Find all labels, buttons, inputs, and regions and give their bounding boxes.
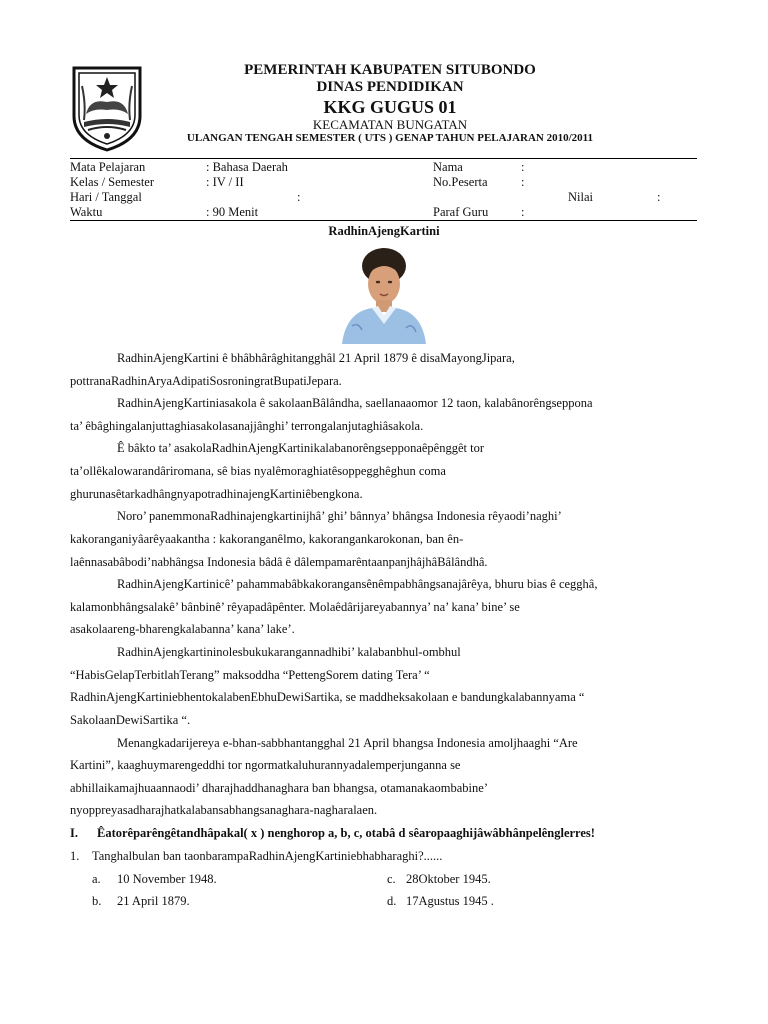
text-line: kalamonbhângsalakê’ bânbinê’ rêyapadâpênter. Molaêdârijareyabannya’ na’ kana’ bine’ se: [70, 600, 520, 614]
text-line: pottranaRadhinAryaAdipatiSosroningratBupatiJepara.: [70, 374, 342, 388]
option-d-letter: d.: [387, 894, 397, 908]
header-kkg: KKG GUGUS 01: [323, 97, 457, 117]
header-district: KECAMATAN BUNGATAN: [312, 117, 468, 132]
label-class: Kelas / Semester: [70, 175, 155, 189]
option-d-text: 17Agustus 1945 .: [406, 894, 494, 908]
value-teacher-signature: :: [521, 205, 525, 219]
label-score: Nilai: [568, 190, 593, 204]
value-class: : IV / II: [206, 175, 244, 189]
value-subject: : Bahasa Daerah: [206, 160, 288, 174]
option-b-text: 21 April 1879.: [117, 894, 190, 908]
label-teacher-signature: Paraf Guru: [433, 205, 489, 219]
text-line: asakolaareng-bharengkalabanna’ kana’ lake’.: [70, 622, 295, 636]
option-a-text: 10 November 1948.: [117, 872, 217, 886]
text-line: SakolaanDewiSartika “.: [70, 713, 191, 727]
label-name: Nama: [433, 160, 463, 174]
value-score: :: [657, 190, 661, 204]
text-line: laênnasabâbodi’nabhângsa Indonesia bâdâ ê dâlempamarêntaanpanjhâjhâBâlândhâ.: [70, 555, 488, 569]
text-line: kakoranganiyâarêyaakantha : kakoranganêlmo, kakorangankarokonan, ban ên-: [70, 532, 464, 546]
option-a-letter: a.: [92, 872, 101, 886]
text-line: ta’ êbâghingalanjuttaghiasakolasanajjânghi’ terrongalanjutaghiâsakola.: [70, 419, 424, 433]
text-line: nyoppreyasadharajhatkalabansabhangsanaghara-nagharalaen.: [70, 803, 378, 817]
header-divider: [70, 158, 697, 159]
text-line: RadhinAjengKartini ê bhâbhârâghitangghâl 21 April 1879 ê disaMayongJipara,: [117, 351, 515, 365]
value-day-date: :: [297, 190, 301, 204]
value-name: :: [521, 160, 525, 174]
option-c-letter: c.: [387, 872, 396, 886]
text-line: RadhinAjengkartininolesbukukarangannadhibi’ kalabanbhul-ombhul: [117, 645, 461, 659]
question-text: Tanghalbulan ban taonbarampaRadhinAjengKartiniebhabharaghi?......: [92, 849, 443, 863]
text-line: Ê bâkto ta’ asakolaRadhinAjengKartinikalabanorêngsepponaêpênggêt tor: [117, 441, 484, 455]
text-line: Menangkadarijereya e-bhan-sabbhantangghal 21 April bhangsa Indonesia amoljhaaghi “Are: [117, 736, 578, 750]
header-government: PEMERINTAH KABUPATEN SITUBONDO: [244, 62, 536, 78]
text-line: Kartini”, kaaghuymarengeddhi tor ngormatkaluhurannyadalemperjunganna se: [70, 758, 461, 772]
label-day-date: Hari / Tanggal: [70, 190, 142, 204]
label-participant-number: No.Peserta: [433, 175, 488, 189]
text-line: abhillaikamajhuaannaodi’ dharajhaddhanaghara ban bhangsa, otamanakaombabine’: [70, 781, 488, 795]
header-exam-title: ULANGAN TENGAH SEMESTER ( UTS ) GENAP TAHUN PELAJARAN 2010/2011: [186, 132, 594, 144]
text-line: RadhinAjengKartinicê’ pahammabâbkakorangansênêmpabhângsanajârêya, bhuru bias ê cegghâ,: [117, 577, 598, 591]
option-c-text: 28Oktober 1945.: [406, 872, 491, 886]
question-number: 1.: [70, 849, 80, 863]
option-b-letter: b.: [92, 894, 102, 908]
value-time: : 90 Menit: [206, 205, 259, 219]
kartini-portrait-image: [338, 244, 430, 344]
label-subject: Mata Pelajaran: [70, 160, 146, 174]
reading-title: RadhinAjengKartini: [328, 224, 440, 238]
instruction-number: I.: [70, 826, 78, 840]
label-time: Waktu: [70, 205, 103, 219]
text-line: ghurunasêtarkadhângnyapotradhinajengKartiniêbengkona.: [70, 487, 363, 501]
text-line: “HabisGelapTerbitlahTerang” maksoddha “PettengSorem dating Tera’ “: [70, 668, 430, 682]
text-line: ta’ollêkalowarandâriromana, sê bias nyalêmoraghiatêsoppegghêghun coma: [70, 464, 446, 478]
text-line: Noro’ panemmonaRadhinajengkartinijhâ’ ghi’ bânnya’ bhângsa Indonesia rêyaodi’naghi’: [117, 509, 562, 523]
text-line: RadhinAjengKartiniasakola ê sakolaanBâlândha, saellanaaomor 12 taon, kalabânorêngseppona: [117, 396, 593, 410]
text-line: RadhinAjengKartiniebhentokalabenEbhuDewiSartika, se maddheksakolaan e bandungkalabannyama “: [70, 690, 585, 704]
header-department: DINAS PENDIDIKAN: [316, 79, 464, 95]
instruction-text: Êatorêparêngêtandhâpakal( x ) nenghorop a, b, c, otabâ d sêaropaaghijâwâbhânpelênglerres!: [97, 826, 595, 840]
info-divider: [70, 220, 697, 221]
value-participant-number: :: [521, 175, 525, 189]
